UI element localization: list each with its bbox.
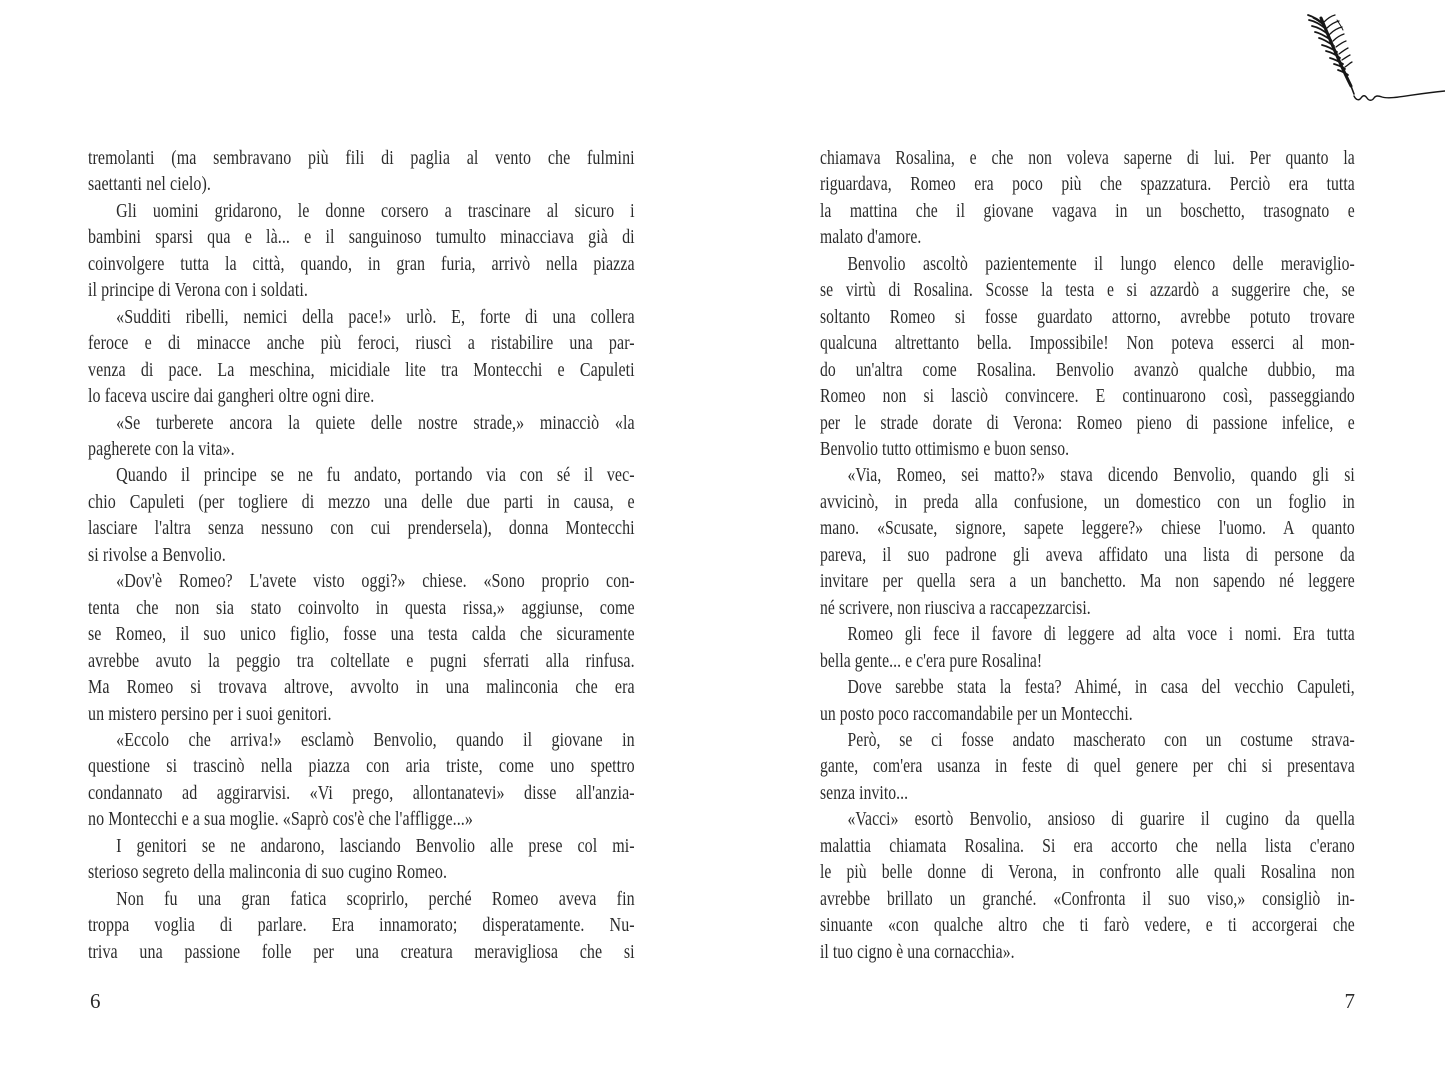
text-line: la mattina che il giovane vagava in un boschetto, trasognato e: [820, 199, 1355, 222]
text-line: un mistero persino per i suoi genitori.: [88, 702, 332, 725]
text-line: gante, com'era usanza in feste di quel genere per chi si presentava: [820, 755, 1355, 778]
text-line: bambini sparsi qua e là... e il sanguinoso tumulto minacciava già di: [88, 226, 635, 249]
text-line: troppa voglia di parlare. Era innamorato; disperatamente. Nu-: [88, 914, 635, 937]
text-line: le più belle donne di Verona, in confronto alle quali Rosalina non: [820, 861, 1355, 884]
text-line: qualcuna altrettanto bella. Impossibile! Non poteva esserci al mon-: [820, 332, 1355, 355]
text-line: pareva, il suo padrone gli aveva affidato una lista di persone da: [820, 543, 1355, 566]
text-line: coinvolgere tutta la città, quando, in gran furia, arrivò nella piazza: [88, 252, 635, 275]
text-line: Romeo non si lasciò convincere. E continuarono così, passeggiando: [820, 385, 1355, 408]
text-line: «Vacci» esortò Benvolio, ansioso di guarire il cugino da quella: [847, 808, 1355, 831]
text-line: pagherete con la vita».: [88, 437, 235, 460]
text-line: no Montecchi e a sua moglie. «Saprò cos'è che l'affligge...»: [88, 808, 473, 831]
text-line: riguardava, Romeo era poco più che spazzatura. Perciò era tutta: [820, 173, 1355, 196]
page-number-right: 7: [1344, 989, 1355, 1013]
text-line: un posto poco raccomandabile per un Montecchi.: [820, 702, 1133, 725]
text-line: chio Capuleti (per togliere di mezzo una delle due parti in causa, e: [88, 490, 635, 513]
text-line: chiamava Rosalina, e che non voleva saperne di lui. Per quanto la: [820, 147, 1355, 169]
text-line: I genitori se ne andarono, lasciando Benvolio alle prese col mi-: [116, 834, 635, 857]
text-line: si rivolse a Benvolio.: [88, 543, 226, 566]
text-line: tremolanti (ma sembravano più fili di paglia al vento che fulmini: [88, 147, 635, 169]
text-line: tenta che non sia stato coinvolto in questa rissa,» aggiunse, come: [88, 596, 635, 619]
text-line: questione si trascinò nella piazza con aria triste, come uno spettro: [88, 755, 635, 778]
page-number-left: 6: [90, 989, 101, 1013]
text-line: venza di pace. La meschina, micidiale lite tra Montecchi e Capuleti: [88, 358, 635, 381]
text-line: triva una passione folle per una creatura meravigliosa che si: [88, 940, 635, 963]
text-line: se virtù di Rosalina. Scosse la testa e si azzardò a suggerire che, se: [820, 279, 1355, 302]
text-line: sinuante «con qualche altro che ti farò vedere, e ti accorgerai che: [820, 914, 1355, 937]
text-line: Dove sarebbe stata la festa? Ahimé, in casa del vecchio Capuleti,: [847, 676, 1355, 699]
text-line: avrebbe avuto la peggio tra coltellate e pugni sferrati alla rinfusa.: [88, 649, 635, 672]
text-line: se Romeo, il suo unico figlio, fosse una testa calda che sicuramente: [88, 623, 635, 646]
text-line: Però, se ci fosse andato mascherato con un costume strava-: [847, 728, 1355, 751]
text-line: senza invito...: [820, 781, 909, 804]
text-line: il principe di Verona con i soldati.: [88, 279, 308, 302]
text-line: «Dov'è Romeo? L'avete visto oggi?» chiese. «Sono proprio con-: [116, 570, 635, 593]
text-line: sterioso segreto della malinconia di suo cugino Romeo.: [88, 861, 448, 884]
text-line: feroce e di minacce anche più feroci, riuscì a ristabilire una par-: [88, 332, 635, 355]
text-line: «Se turberete ancora la quiete delle nostre strade,» minacciò «la: [116, 411, 635, 434]
text-line: Ma Romeo si trovava altrove, avvolto in una malinconia che era: [88, 676, 635, 699]
text-line: «Via, Romeo, sei matto?» stava dicendo Benvolio, quando gli si: [847, 464, 1355, 487]
text-line: «Eccolo che arriva!» esclamò Benvolio, quando il giovane in: [116, 728, 635, 751]
text-line: saettanti nel cielo).: [88, 173, 212, 196]
text-line: avvicinò, in preda alla confusione, un domestico con un foglio in: [820, 490, 1355, 513]
text-line: soltanto Romeo si fosse guardato attorno, avrebbe potuto trovare: [820, 305, 1355, 328]
quill-feather-icon: [1293, 10, 1445, 110]
text-line: Quando il principe se ne fu andato, portando via con sé il vec-: [116, 464, 635, 487]
text-line: Gli uomini gridarono, le donne corsero a trascinare al sicuro i: [116, 199, 635, 222]
text-line: Non fu una gran fatica scoprirlo, perché Romeo aveva fin: [116, 887, 635, 910]
text-line: malattia chiamata Rosalina. Si era accorto che nella lista c'erano: [820, 834, 1355, 857]
text-line: Benvolio tutto ottimismo e buon senso.: [820, 437, 1070, 460]
text-line: Benvolio ascoltò pazientemente il lungo elenco delle meraviglio-: [847, 252, 1355, 275]
text-line: do un'altra come Rosalina. Benvolio avanzò qualche dubbio, ma: [820, 358, 1355, 381]
text-line: lasciare l'altra senza nessuno con cui prendersela), donna Montecchi: [88, 517, 635, 540]
text-line: per le strade dorate di Verona: Romeo pieno di passione infelice, e: [820, 411, 1355, 434]
text-line: malato d'amore.: [820, 226, 922, 249]
text-line: condannato ad aggirarvisi. «Vi prego, allontanatevi» disse all'anzia-: [88, 781, 635, 804]
text-line: mano. «Scusate, signore, sapete leggere?» chiese l'uomo. A quanto: [820, 517, 1355, 540]
page-left-text: [88, 145, 635, 965]
text-line: né scrivere, non riusciva a raccapezzarcisi.: [820, 596, 1091, 619]
text-line: avrebbe brillato un granché. «Confronta il suo viso,» consigliò in-: [820, 887, 1355, 910]
text-line: invitare per quella sera a un banchetto. Ma non sapendo né leggere: [820, 570, 1355, 593]
text-line: Romeo gli fece il favore di leggere ad alta voce i nomi. Era tutta: [847, 623, 1355, 646]
text-line: lo faceva uscire dai gangheri oltre ogni dire.: [88, 385, 375, 408]
page-right-text: [820, 145, 1355, 965]
text-line: «Sudditi ribelli, nemici della pace!» urlò. E, forte di una collera: [116, 305, 635, 328]
text-line: il tuo cigno è una cornacchia».: [820, 940, 1015, 963]
text-line: bella gente... e c'era pure Rosalina!: [820, 649, 1043, 672]
